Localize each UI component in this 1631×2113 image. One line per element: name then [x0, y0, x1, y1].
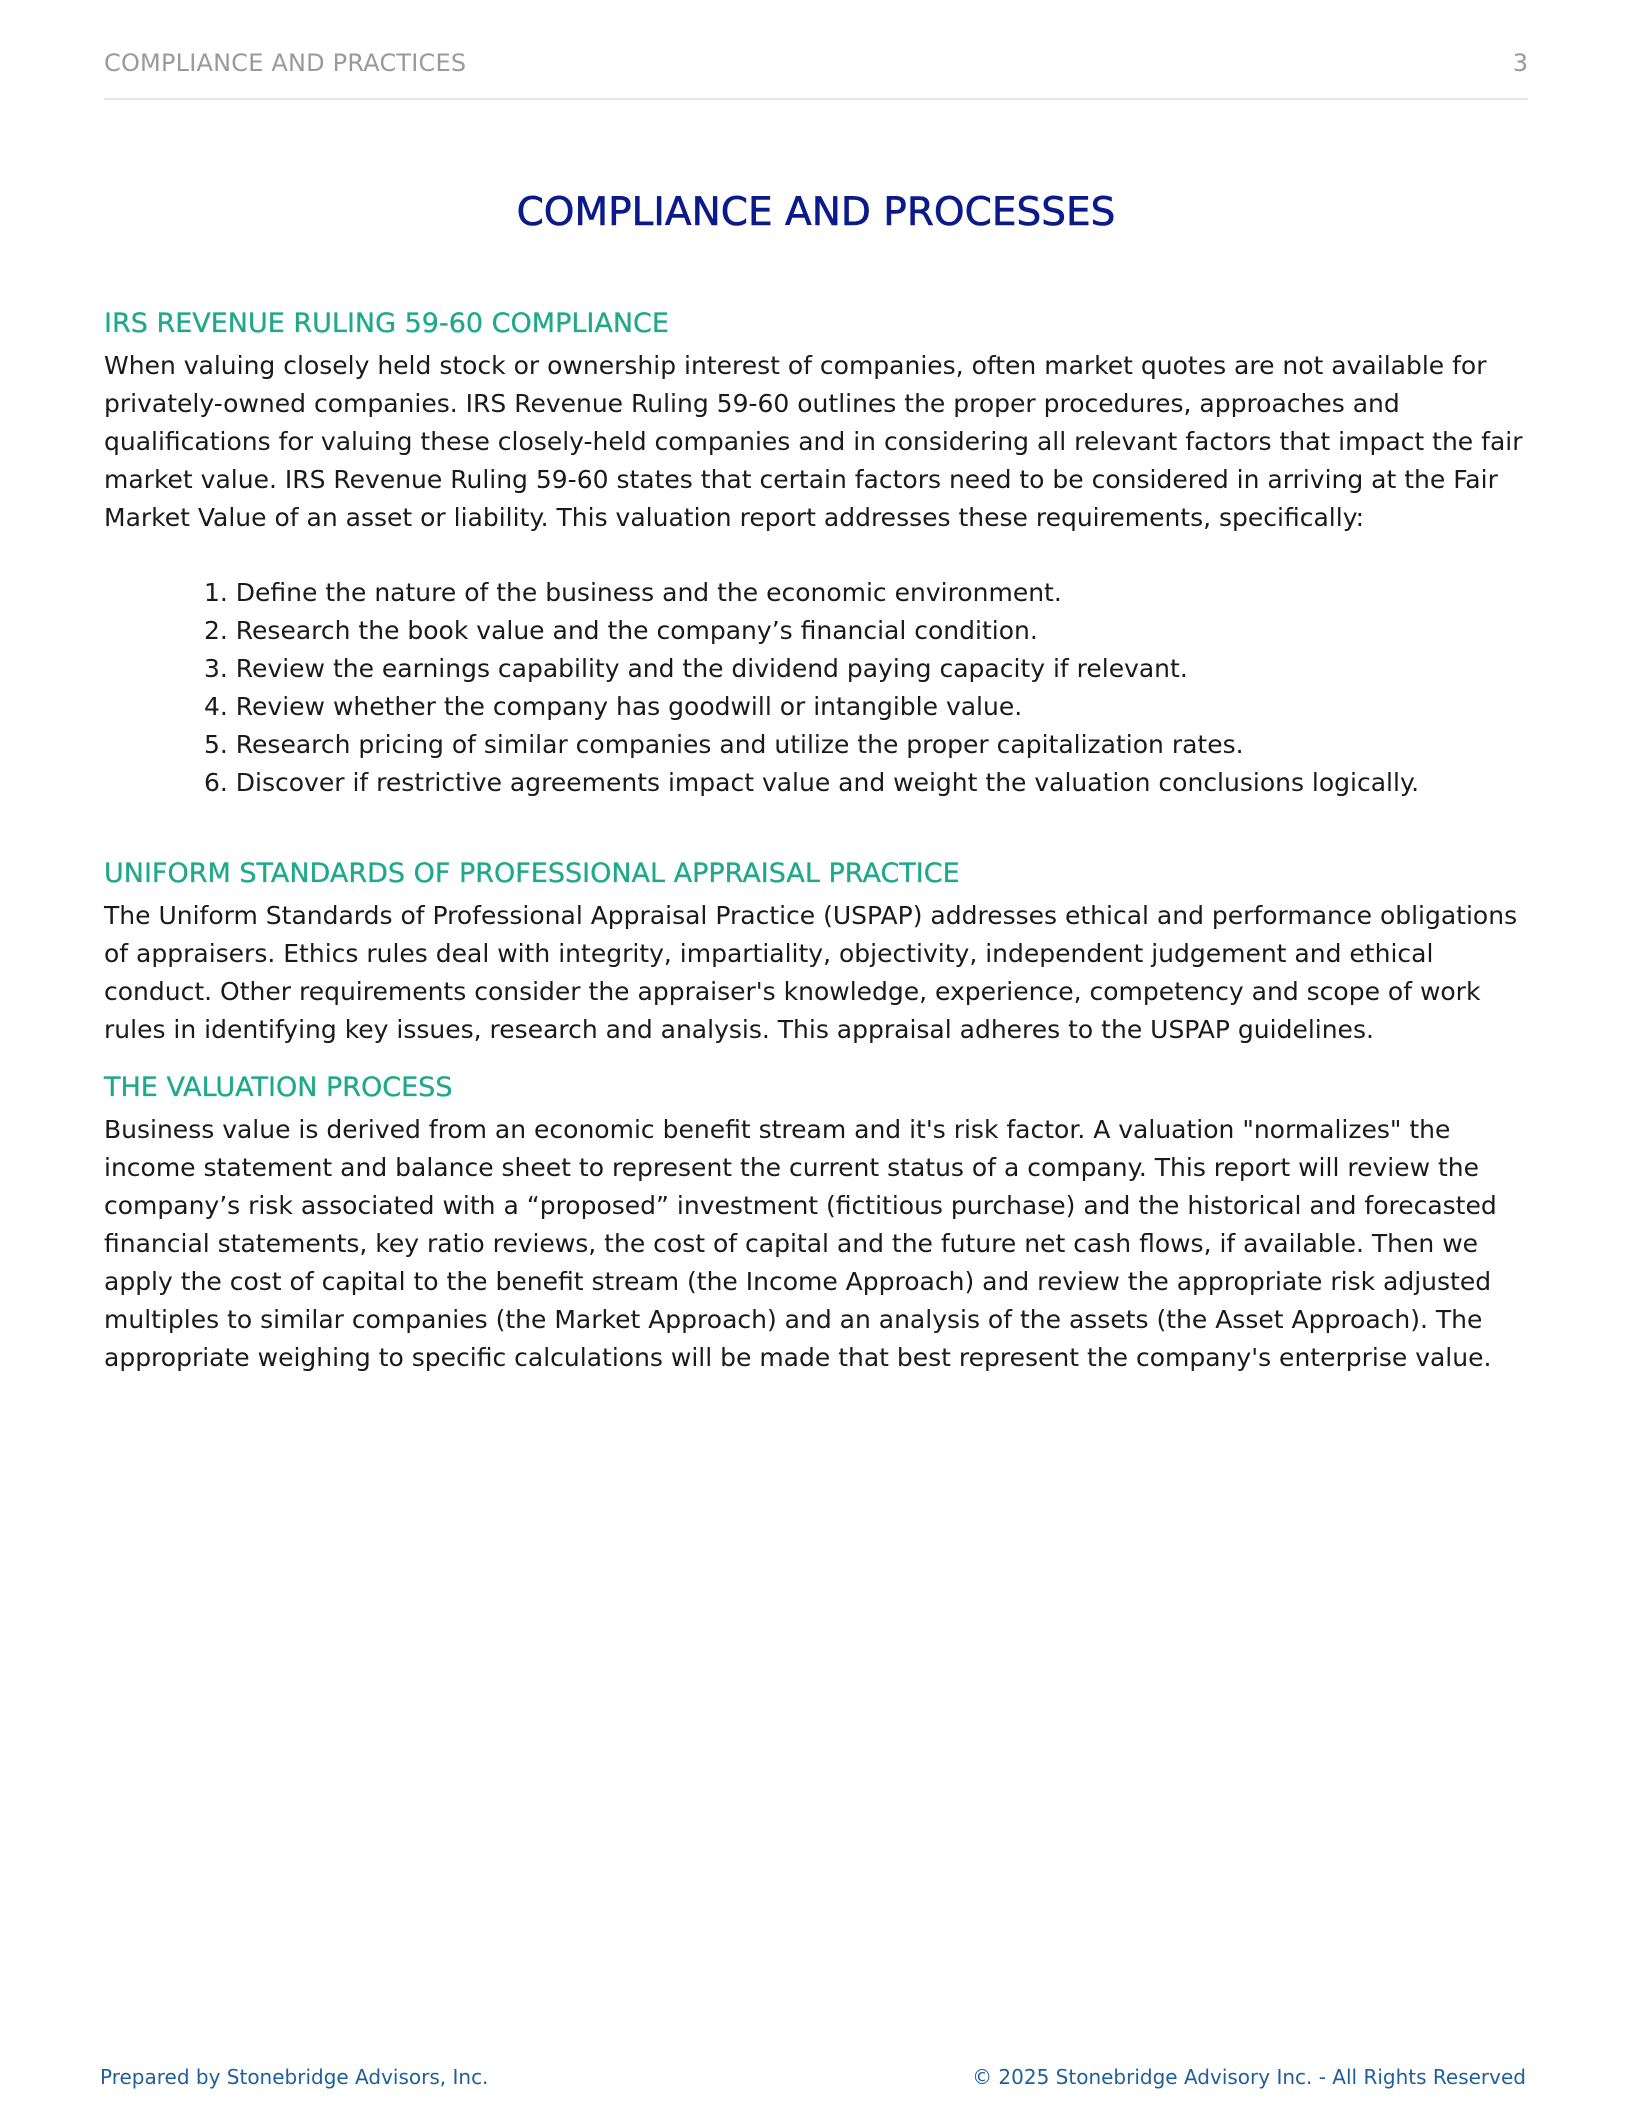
- list-item: 6. Discover if restrictive agreements impact value and weight the valuation conclusions logically.: [204, 768, 1420, 797]
- list-item: 2. Research the book value and the company’s financial condition.: [204, 616, 1038, 645]
- list-item: 1. Define the nature of the business and the economic environment.: [204, 578, 1062, 607]
- list-item: 5. Research pricing of similar companies and utilize the proper capitalization rates.: [204, 730, 1244, 759]
- section-paragraph-valuation: Business value is derived from an economic benefit stream and it's risk factor. A valuation "normalizes" the income statement and balance sheet to represent the current status of a company. This report will review the company’s risk associated with a “proposed” investment (fictitious purchase) and the historical and forecasted financial statements, key ratio reviews, the cost of capital and the future net cash flows, if available. Then we apply the cost of capital to the benefit stream (the Income Approach) and review the appropriate risk adjusted multiples to similar companies (the Market Approach) and an analysis of the assets (the Asset Approach). The appropriate weighing to specific calculations will be made that best represent the company's enterprise value.: [104, 1115, 1497, 1372]
- page-number: 3: [1512, 49, 1528, 77]
- section-heading-uspap: UNIFORM STANDARDS OF PROFESSIONAL APPRAISAL PRACTICE: [104, 858, 960, 889]
- requirements-list: [204, 574, 1524, 802]
- list-item: 4. Review whether the company has goodwill or intangible value.: [204, 692, 1023, 721]
- page-header: [104, 44, 1528, 100]
- footer-copyright: © 2025 Stonebridge Advisory Inc. - All Rights Reserved: [972, 2065, 1526, 2089]
- list-item: 3. Review the earnings capability and the dividend paying capacity if relevant.: [204, 654, 1188, 683]
- header-title: COMPLIANCE AND PRACTICES: [104, 49, 467, 77]
- footer-prepared-by: Prepared by Stonebridge Advisors, Inc.: [100, 2065, 489, 2089]
- section-paragraph-irs: When valuing closely held stock or ownership interest of companies, often market quotes are not available for privately-owned companies. IRS Revenue Ruling 59-60 outlines the proper procedures, approaches and qualifications for valuing these closely-held companies and in considering all relevant factors that impact the fair market value. IRS Revenue Ruling 59-60 states that certain factors need to be considered in arriving at the Fair Market Value of an asset or liability. This valuation report addresses these requirements, specifically:: [104, 351, 1523, 532]
- section-heading-irs: IRS REVENUE RULING 59-60 COMPLIANCE: [104, 308, 669, 339]
- section-heading-valuation: THE VALUATION PROCESS: [104, 1072, 453, 1103]
- page-title: COMPLIANCE AND PROCESSES: [516, 190, 1116, 235]
- section-paragraph-uspap: The Uniform Standards of Professional Appraisal Practice (USPAP) addresses ethical and performance obligations of appraisers. Ethics rules deal with integrity, impartiality, objectivity, independent judgement and ethical conduct. Other requirements consider the appraiser's knowledge, experience, competency and scope of work rules in identifying key issues, research and analysis. This appraisal adheres to the USPAP guidelines.: [104, 901, 1518, 1044]
